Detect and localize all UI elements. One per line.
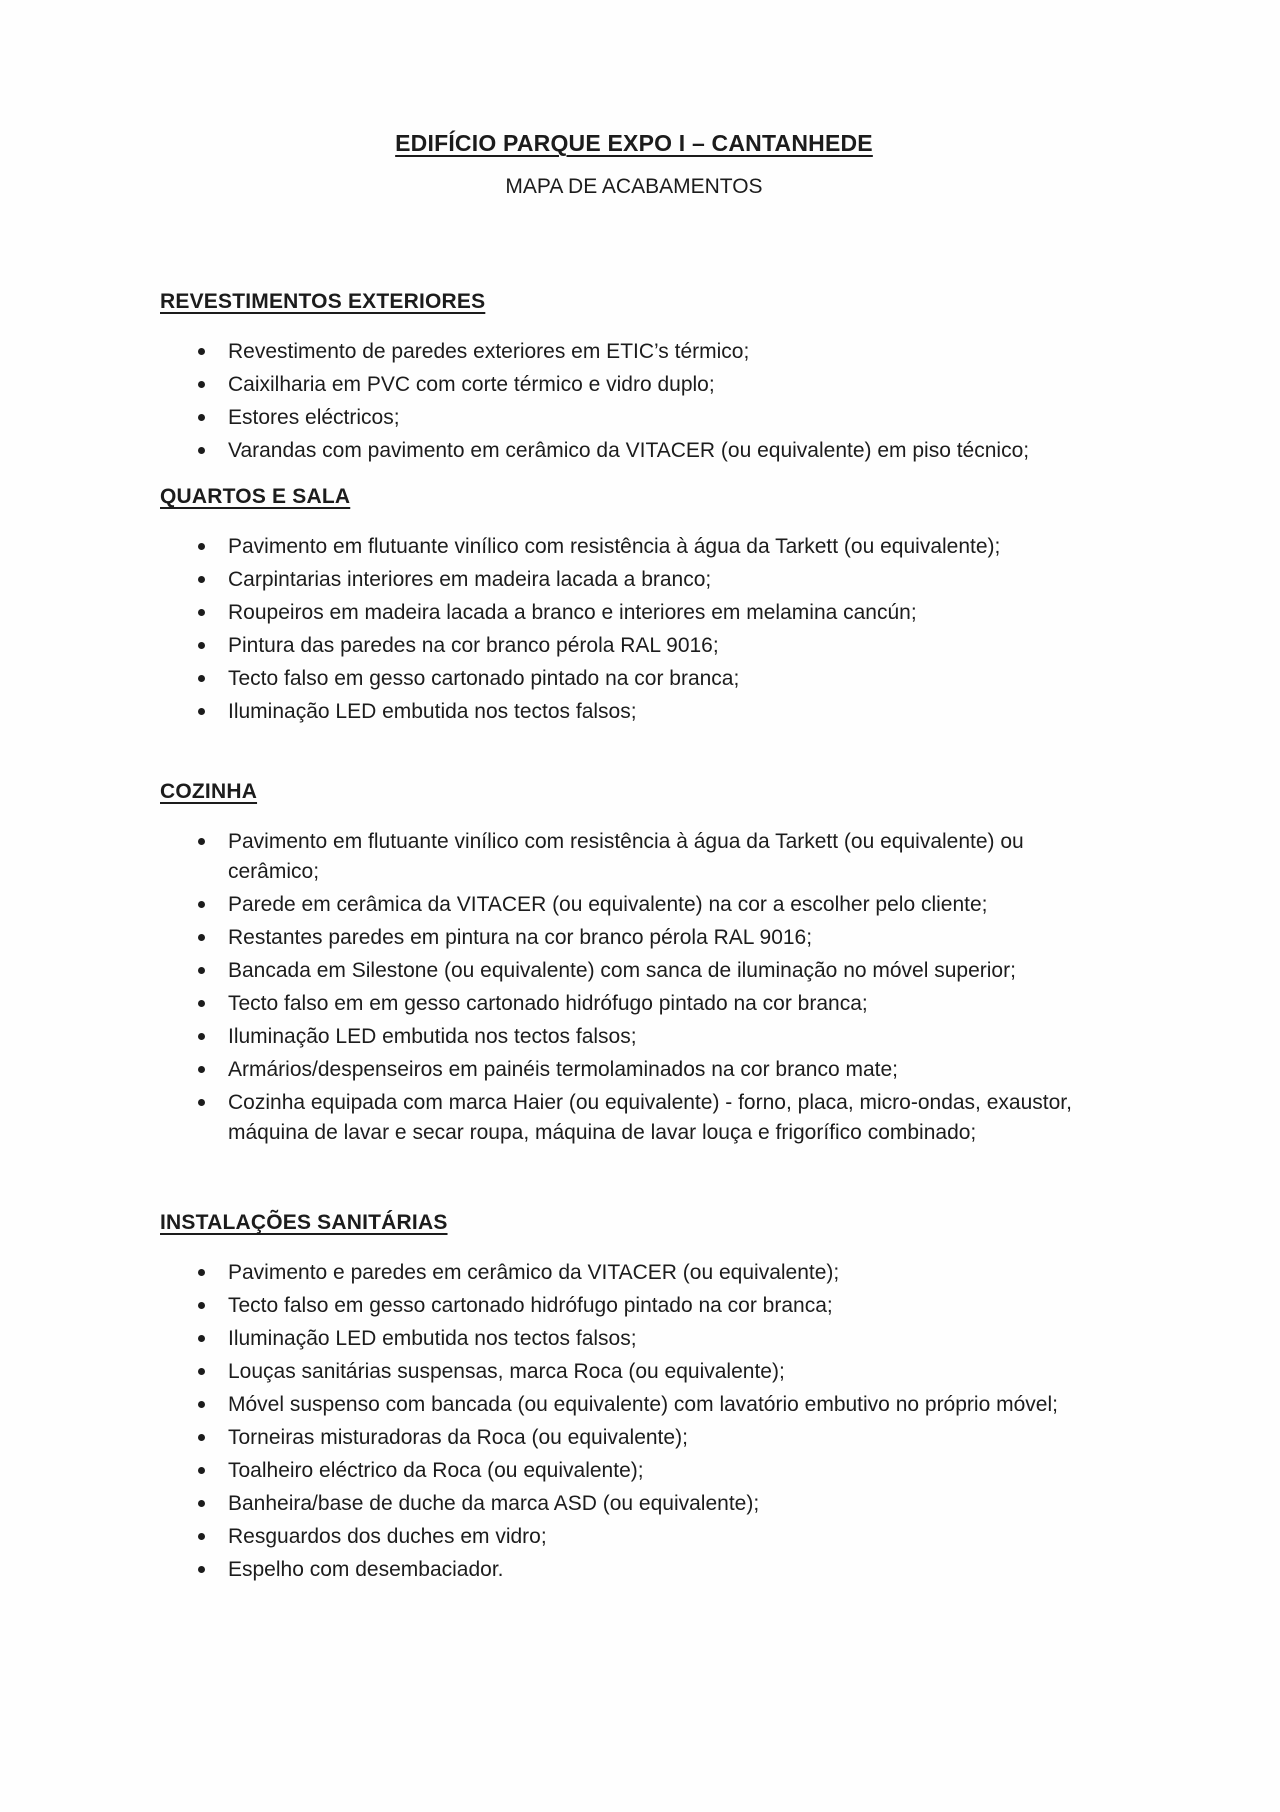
list-item-text: Tecto falso em gesso cartonado hidrófugo pintado na cor branca; bbox=[228, 1294, 833, 1317]
list-item bbox=[160, 1258, 1108, 1288]
bullet-icon bbox=[198, 1533, 205, 1540]
list-item bbox=[160, 956, 1108, 986]
list-item bbox=[160, 403, 1108, 433]
list-item-text: Louças sanitárias suspensas, marca Roca (ou equivalente); bbox=[228, 1360, 785, 1383]
list-item-text: Varandas com pavimento em cerâmico da VITACER (ou equivalente) em piso técnico; bbox=[228, 439, 1030, 462]
section-heading: QUARTOS E SALA bbox=[160, 485, 351, 508]
bullet-icon bbox=[198, 609, 205, 616]
bullet-icon bbox=[198, 1368, 205, 1375]
bullet-icon bbox=[198, 1269, 205, 1276]
list-item bbox=[160, 1489, 1108, 1519]
bullet-icon bbox=[198, 901, 205, 908]
bullet-icon bbox=[198, 576, 205, 583]
list-item-text: Cozinha equipada com marca Haier (ou equivalente) - forno, placa, micro-ondas, exaustor, máquina de lavar e secar roupa, máquina de lavar louça e frigorífico combinado; bbox=[228, 1091, 1072, 1144]
section-instalacoes-sanitarias bbox=[160, 1208, 1108, 1585]
list-item bbox=[160, 532, 1108, 562]
list-item-text: Carpintarias interiores em madeira lacada a branco; bbox=[228, 568, 712, 591]
bullet-icon bbox=[198, 708, 205, 715]
section-quartos-e-sala bbox=[160, 482, 1108, 727]
list-item bbox=[160, 1291, 1108, 1321]
bullet-icon bbox=[198, 1000, 205, 1007]
list-item bbox=[160, 1423, 1108, 1453]
list-item bbox=[160, 631, 1108, 661]
bullet-icon bbox=[198, 1566, 205, 1573]
list-item bbox=[160, 1055, 1108, 1085]
list-item bbox=[160, 598, 1108, 628]
list-item-text: Caixilharia em PVC com corte térmico e vidro duplo; bbox=[228, 373, 715, 396]
bullet-icon bbox=[198, 1099, 205, 1106]
list-item bbox=[160, 1088, 1108, 1148]
list-item-text: Roupeiros em madeira lacada a branco e interiores em melamina cancún; bbox=[228, 601, 917, 624]
bullet-list bbox=[160, 532, 1108, 727]
bullet-icon bbox=[198, 348, 205, 355]
list-item bbox=[160, 1390, 1108, 1420]
list-item-text: Pintura das paredes na cor branco pérola RAL 9016; bbox=[228, 634, 719, 657]
bullet-icon bbox=[198, 1302, 205, 1309]
list-item bbox=[160, 565, 1108, 595]
list-item bbox=[160, 697, 1108, 727]
section-heading: COZINHA bbox=[160, 780, 258, 803]
list-item-text: Toalheiro eléctrico da Roca (ou equivalente); bbox=[228, 1459, 644, 1482]
bullet-icon bbox=[198, 1033, 205, 1040]
list-item-text: Banheira/base de duche da marca ASD (ou equivalente); bbox=[228, 1492, 760, 1515]
list-item-text: Pavimento e paredes em cerâmico da VITACER (ou equivalente); bbox=[228, 1261, 840, 1284]
list-item bbox=[160, 1324, 1108, 1354]
bullet-icon bbox=[198, 1401, 205, 1408]
list-item bbox=[160, 664, 1108, 694]
list-item-text: Restantes paredes em pintura na cor branco pérola RAL 9016; bbox=[228, 926, 813, 949]
bullet-icon bbox=[198, 1467, 205, 1474]
section-revestimentos-exteriores bbox=[160, 287, 1108, 466]
bullet-icon bbox=[198, 447, 205, 454]
section-heading: INSTALAÇÕES SANITÁRIAS bbox=[160, 1211, 448, 1234]
bullet-icon bbox=[198, 642, 205, 649]
list-item-text: Parede em cerâmica da VITACER (ou equivalente) na cor a escolher pelo cliente; bbox=[228, 893, 988, 916]
list-item-text: Móvel suspenso com bancada (ou equivalente) com lavatório embutivo no próprio móvel; bbox=[228, 1393, 1058, 1416]
bullet-icon bbox=[198, 838, 205, 845]
list-item-text: Resguardos dos duches em vidro; bbox=[228, 1525, 547, 1548]
list-item bbox=[160, 370, 1108, 400]
bullet-icon bbox=[198, 543, 205, 550]
list-item bbox=[160, 436, 1108, 466]
list-item-text: Armários/despenseiros em painéis termolaminados na cor branco mate; bbox=[228, 1058, 898, 1081]
bullet-list bbox=[160, 827, 1108, 1148]
bullet-icon bbox=[198, 381, 205, 388]
list-item-text: Torneiras misturadoras da Roca (ou equivalente); bbox=[228, 1426, 688, 1449]
document-subtitle: MAPA DE ACABAMENTOS bbox=[505, 175, 763, 198]
list-item-text: Pavimento em flutuante vinílico com resistência à água da Tarkett (ou equivalente); bbox=[228, 535, 1001, 558]
list-item-text: Revestimento de paredes exteriores em ETIC’s térmico; bbox=[228, 340, 750, 363]
list-item bbox=[160, 1522, 1108, 1552]
list-item bbox=[160, 1357, 1108, 1387]
bullet-list bbox=[160, 1258, 1108, 1585]
list-item bbox=[160, 1456, 1108, 1486]
list-item bbox=[160, 827, 1108, 887]
bullet-icon bbox=[198, 967, 205, 974]
list-item bbox=[160, 1022, 1108, 1052]
list-item-text: Iluminação LED embutida nos tectos falsos; bbox=[228, 1327, 637, 1350]
list-item bbox=[160, 890, 1108, 920]
bullet-icon bbox=[198, 934, 205, 941]
sections-container bbox=[160, 287, 1108, 1585]
list-item-text: Tecto falso em em gesso cartonado hidrófugo pintado na cor branca; bbox=[228, 992, 868, 1015]
bullet-icon bbox=[198, 414, 205, 421]
section-cozinha bbox=[160, 777, 1108, 1148]
bullet-icon bbox=[198, 1500, 205, 1507]
list-item-text: Iluminação LED embutida nos tectos falsos; bbox=[228, 700, 637, 723]
bullet-icon bbox=[198, 1434, 205, 1441]
list-item bbox=[160, 989, 1108, 1019]
bullet-icon bbox=[198, 675, 205, 682]
list-item-text: Tecto falso em gesso cartonado pintado na cor branca; bbox=[228, 667, 740, 690]
list-item-text: Iluminação LED embutida nos tectos falsos; bbox=[228, 1025, 637, 1048]
list-item bbox=[160, 923, 1108, 953]
list-item bbox=[160, 1555, 1108, 1585]
document-title: EDIFÍCIO PARQUE EXPO I – CANTANHEDE bbox=[395, 130, 873, 156]
list-item-text: Bancada em Silestone (ou equivalente) com sanca de iluminação no móvel superior; bbox=[228, 959, 1016, 982]
bullet-icon bbox=[198, 1066, 205, 1073]
list-item-text: Pavimento em flutuante vinílico com resistência à água da Tarkett (ou equivalente) ou cerâmico; bbox=[228, 830, 1024, 883]
section-heading: REVESTIMENTOS EXTERIORES bbox=[160, 290, 486, 313]
list-item bbox=[160, 337, 1108, 367]
list-item-text: Estores eléctricos; bbox=[228, 406, 400, 429]
bullet-icon bbox=[198, 1335, 205, 1342]
list-item-text: Espelho com desembaciador. bbox=[228, 1558, 504, 1581]
bullet-list bbox=[160, 337, 1108, 466]
